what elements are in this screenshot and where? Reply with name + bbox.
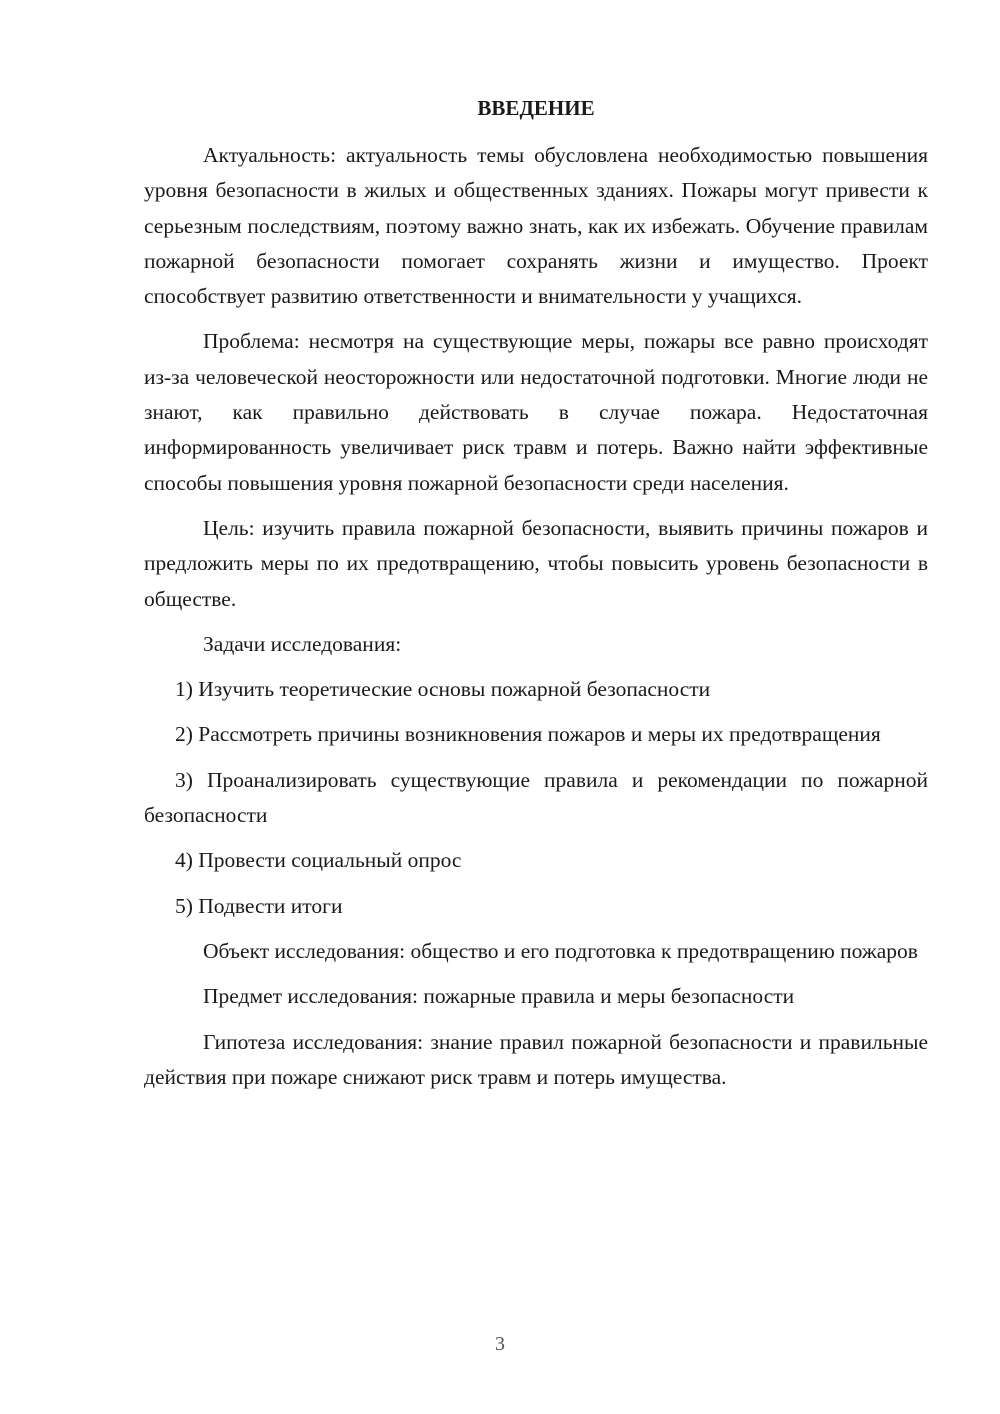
paragraph-goal: Цель: изучить правила пожарной безопасности, выявить причины пожаров и предложить меры по их предотвращению, чтобы повысить уровень безопасности в обществе. — [144, 515, 928, 611]
paragraph-problem: Проблема: несмотря на существующие меры, пожары все равно происходят из-за человеческой неосторожности или недостаточной подготовки. Многие люди не знают, как правильно действовать в случае пожара. Недостаточная информированность увеличивает риск травм и потерь. Важно найти эффективные способы повышения уровня пожарной безопасности среди населения. — [144, 329, 928, 495]
paragraph-hypothesis: Гипотеза исследования: знание правил пожарной безопасности и правильные действия при пожаре снижают риск травм и потерь имущества. — [144, 1029, 928, 1089]
paragraph-object: Объект исследования: общество и его подготовка к предотвращению пожаров — [203, 938, 918, 963]
paragraph-relevance: Актуальность: актуальность темы обусловлена необходимостью повышения уровня безопасности в жилых и общественных зданиях. Пожары могут привести к серьезным последствиям, поэтому важно знать, как их избежать. Обучение правилам пожарной безопасности помогает сохранять жизни и имущество. Проект способствует развитию ответственности и внимательности у учащихся. — [144, 143, 928, 309]
task-item-1: 1) Изучить теоретические основы пожарной безопасности — [175, 677, 711, 702]
paragraph-tasks-heading: Задачи исследования: — [203, 631, 402, 656]
task-item-2: 2) Рассмотреть причины возникновения пожаров и меры их предотвращения — [175, 722, 881, 747]
section-title: ВВЕДЕНИЕ — [477, 96, 595, 120]
task-item-3: 3) Проанализировать существующие правила и рекомендации по пожарной безопасности — [144, 767, 928, 828]
task-item-4: 4) Провести социальный опрос — [175, 848, 462, 873]
paragraph-subject: Предмет исследования: пожарные правила и меры безопасности — [203, 984, 795, 1009]
page-number: 3 — [495, 1333, 505, 1355]
document-page — [144, 92, 928, 1105]
task-item-5: 5) Подвести итоги — [175, 893, 343, 918]
